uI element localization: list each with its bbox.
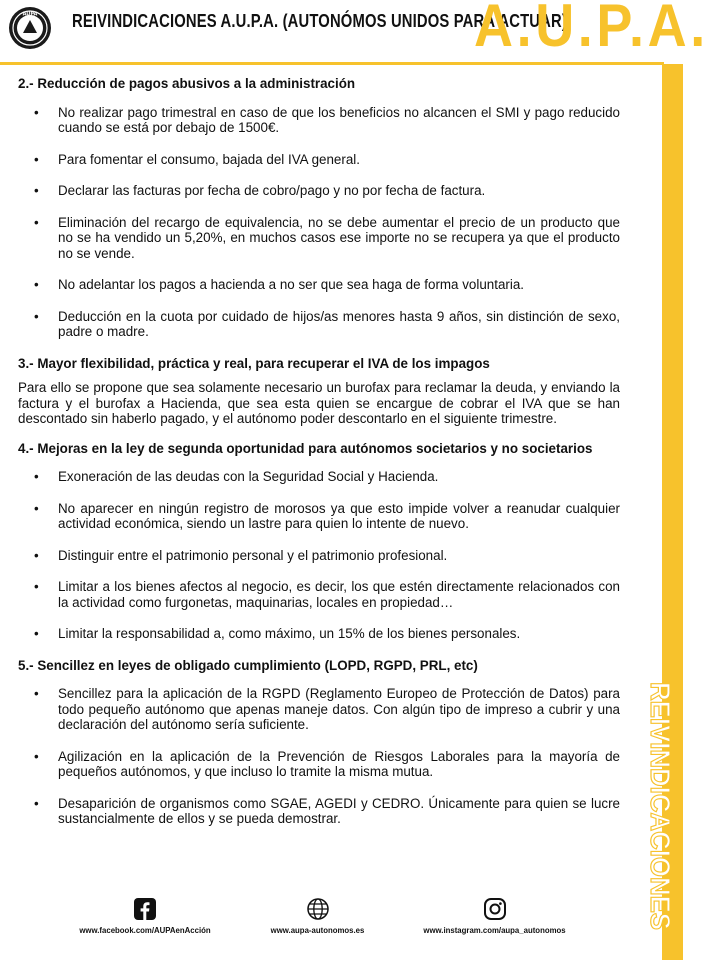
header-title: REIVINDICACIONES A.U.P.A. (AUTONÓMOS UNIDOS PARA ACTUAR) xyxy=(72,10,567,31)
svg-text:AUPA: AUPA xyxy=(22,11,38,18)
list-item: • Declarar las facturas por fecha de cobro/pago y no por fecha de factura. xyxy=(18,183,620,199)
sidebar-label xyxy=(642,682,677,952)
footer-facebook[interactable] xyxy=(60,898,230,935)
list-item: • Limitar la responsabilidad a, como máximo, un 15% de los bienes personales. xyxy=(18,626,620,642)
brand-mark: A.U.P.A. xyxy=(474,0,709,59)
main-content xyxy=(18,76,620,843)
bullet-list xyxy=(18,469,620,642)
footer-instagram[interactable] xyxy=(402,898,587,935)
list-item: • Distinguir entre el patrimonio personal y el patrimonio profesional. xyxy=(18,548,620,564)
header-rule xyxy=(0,62,664,65)
web-link[interactable]: www.aupa-autonomos.es xyxy=(270,926,365,935)
facebook-icon xyxy=(134,898,156,920)
list-item: • Exoneración de las deudas con la Seguridad Social y Hacienda. xyxy=(18,469,620,485)
section-paragraph: Para ello se propone que sea solamente necesario un burofax para reclamar la deuda, y enviando la factura y el burofax a Hacienda, que sea esta quien se encargue de cobrar el IVA que se han descontado sin haberlo pagado, y el autónomo poder descontarlo en el siguiente trimestre. xyxy=(18,380,620,426)
list-item: • Limitar a los bienes afectos al negocio, es decir, los que estén directamente relacionados con la actividad como furgonetas, maquinarias, locales en propiedad… xyxy=(18,579,620,610)
list-item: • No realizar pago trimestral en caso de que los beneficios no alcancen el SMI y pago reducido cuando se está por debajo de 1500€. xyxy=(18,105,620,136)
section-heading: 3.- Mayor flexibilidad, práctica y real, para recuperar el IVA de los impagos xyxy=(18,355,490,371)
instagram-icon xyxy=(484,898,506,920)
bullet-list xyxy=(18,686,620,827)
list-item: • No adelantar los pagos a hacienda a no ser que sea haga de forma voluntaria. xyxy=(18,277,620,293)
page-footer xyxy=(0,898,650,948)
instagram-link[interactable]: www.instagram.com/aupa_autonomos xyxy=(423,926,566,935)
globe-icon xyxy=(307,898,329,920)
aupa-logo xyxy=(8,6,52,50)
footer-web[interactable] xyxy=(250,898,385,935)
list-item: • Eliminación del recargo de equivalencia, no se debe aumentar el precio de un producto que no se ha vendido un 5,20%, en muchos casos ese importe no se recupera ya que el producto no se vende. xyxy=(18,215,620,262)
list-item: • Sencillez para la aplicación de la RGPD (Reglamento Europeo de Protección de Datos) para todo pequeño autónomo que apenas maneje datos. Con algún tipo de impreso a cubrir y una declaración del autónomo sería suficiente. xyxy=(18,686,620,733)
list-item: • Agilización en la aplicación de la Prevención de Riesgos Laborales para la mayoría de pequeños autónomos, y que incluso lo tramite la misma mutua. xyxy=(18,749,620,780)
facebook-link[interactable]: www.facebook.com/AUPAenAcción xyxy=(79,926,211,935)
list-item: • Desaparición de organismos como SGAE, AGEDI y CEDRO. Únicamente para quien se lucre sustancialmente de ellos y se pueda demostrar. xyxy=(18,796,620,827)
list-item: • No aparecer en ningún registro de morosos ya que esto impide volver a reanudar cualquier actividad económica, siendo un lastre para quien lo intente de nuevo. xyxy=(18,501,620,532)
page-header xyxy=(0,0,709,59)
section-heading: 2.- Reducción de pagos abusivos a la administración xyxy=(18,76,356,91)
list-item: • Para fomentar el consumo, bajada del IVA general. xyxy=(18,152,620,168)
section-heading: 5.- Sencillez en leyes de obligado cumplimiento (LOPD, RGPD, PRL, etc) xyxy=(18,657,478,673)
bullet-list xyxy=(18,105,620,340)
list-item: • Deducción en la cuota por cuidado de hijos/as menores hasta 9 años, sin distinción de sexo, padre o madre. xyxy=(18,309,620,340)
section-heading: 4.- Mejoras en la ley de segunda oportunidad para autónomos societarios y no societarios xyxy=(18,440,593,456)
svg-text:REIVINDICACIONES: REIVINDICACIONES xyxy=(645,682,676,952)
